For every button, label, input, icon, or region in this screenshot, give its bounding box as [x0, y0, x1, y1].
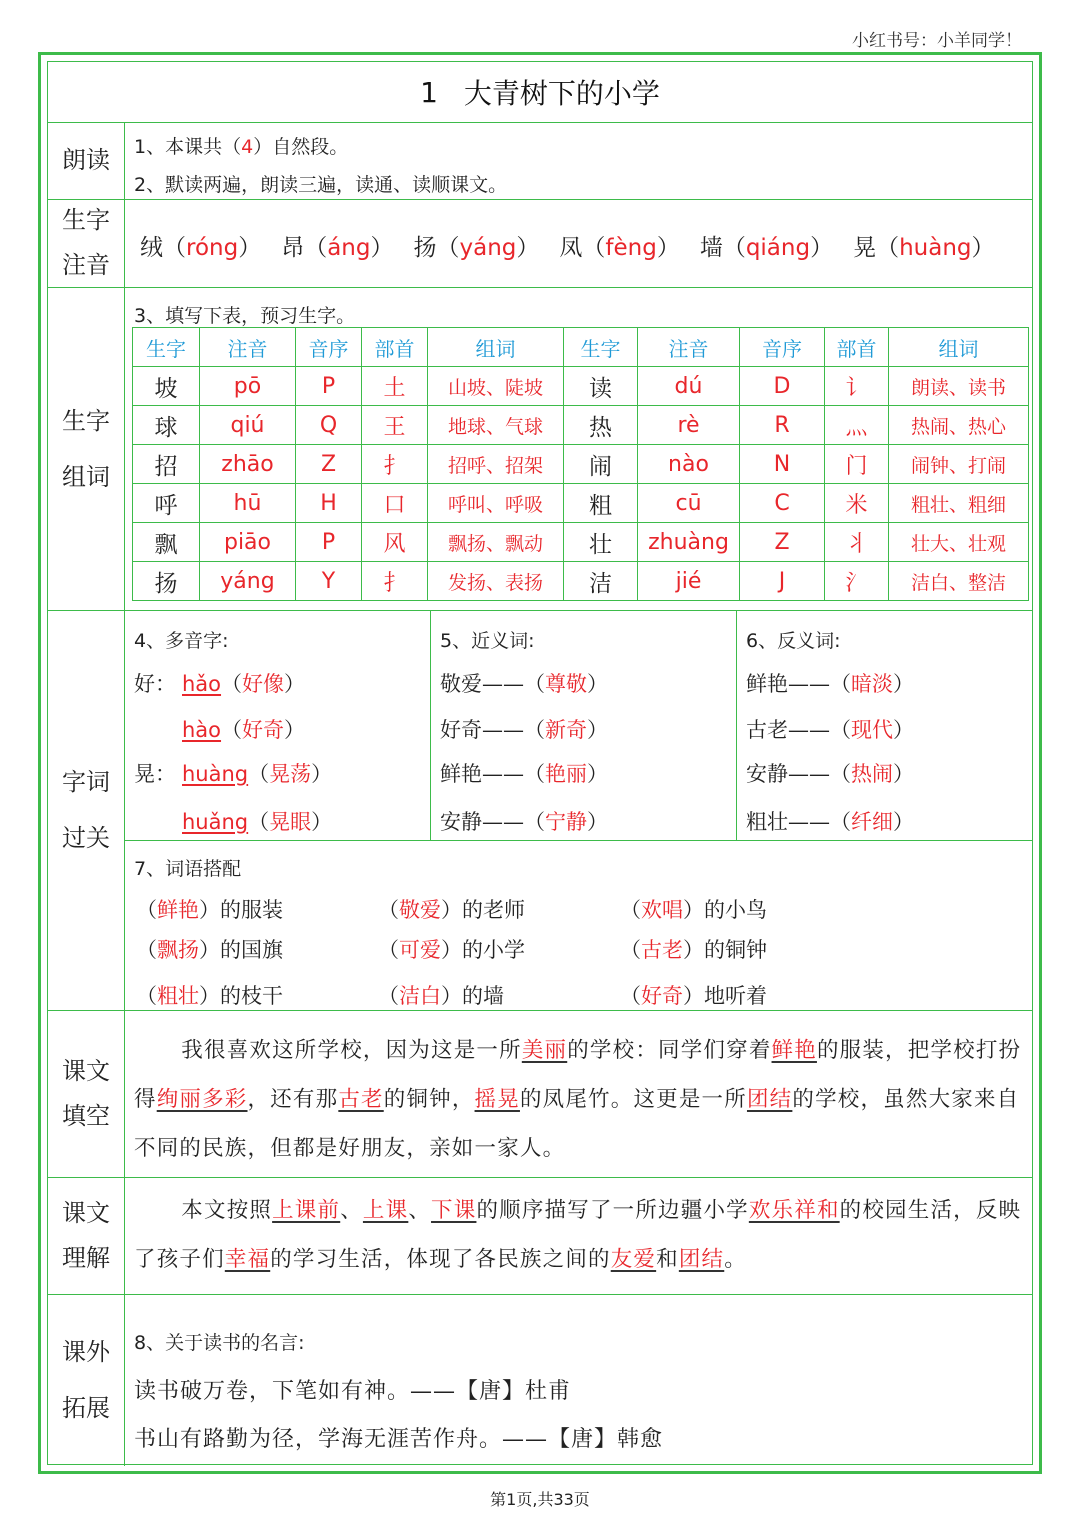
polyphone-pinyin: hǎo — [182, 672, 222, 696]
reading-line-2: 2、默读两遍，朗读三遍，读通、读顺课文。 — [134, 174, 508, 196]
pinyin-item: 晃（huàng） — [853, 235, 995, 261]
polyphone-entry: huǎng（晃眼） — [182, 810, 333, 834]
table-cell: 扬 — [133, 562, 200, 601]
table-cell: C — [740, 484, 825, 523]
antonym-entry-word: 鲜艳——（ — [746, 672, 851, 696]
table-cell: zhuàng — [638, 523, 740, 562]
antonym-entry-word: 粗壮——（ — [746, 810, 851, 834]
pinyin-answer: fèng — [605, 235, 657, 261]
matching-item: （粗壮）的枝干 — [136, 984, 283, 1008]
antonym-entry-word: 古老——（ — [746, 718, 851, 742]
table-cell: H — [296, 484, 362, 523]
polyphone-pinyin: huàng — [182, 762, 249, 786]
table-cell: 口 — [362, 484, 428, 523]
pinyin-list — [140, 229, 1015, 262]
blank-answer: 鲜艳 — [771, 1038, 817, 1063]
table-cell: 读 — [564, 367, 638, 406]
table-cell: 扌 — [362, 445, 428, 484]
synonym-entry-word: 鲜艳——（ — [440, 762, 545, 786]
page-title — [48, 62, 1032, 122]
quote-1: 读书破万卷，下笔如有神。——【唐】杜甫 — [134, 1379, 572, 1404]
blank-answer: 古老 — [338, 1087, 384, 1112]
antonym-entry-answer: 暗淡 — [851, 672, 893, 696]
pinyin-item: 扬（yáng） — [413, 235, 540, 261]
table-cell: 灬 — [825, 406, 889, 445]
table-cell: 发扬、表扬 — [428, 562, 564, 601]
table-cell: 坡 — [133, 367, 200, 406]
matching-item: （鲜艳）的服装 — [136, 898, 283, 922]
antonym-entry: 古老——（现代） — [746, 718, 914, 742]
synonym-entry-word: 好奇——（ — [440, 718, 545, 742]
table-cell: Y — [296, 562, 362, 601]
paragraph-text: 、 — [340, 1198, 363, 1223]
table-row — [133, 562, 1029, 601]
table-cell: 洁白、整洁 — [889, 562, 1029, 601]
pinyin-answer: róng — [186, 235, 239, 261]
table-header: 音序 — [740, 328, 825, 367]
table-cell: nào — [638, 445, 740, 484]
table-cell: P — [296, 367, 362, 406]
matching-text: 的国旗 — [220, 938, 283, 962]
pinyin-answer: huàng — [899, 235, 972, 261]
section-label-words: 字词 过关 — [62, 768, 110, 852]
matching-item: （洁白）的墙 — [378, 984, 504, 1008]
matching-answer: 敬爱 — [399, 898, 441, 922]
table-cell: 朗读、读书 — [889, 367, 1029, 406]
table-cell: zhāo — [200, 445, 296, 484]
section-label-vocab: 生字 组词 — [62, 406, 110, 491]
extra-section — [124, 1294, 1032, 1466]
antonym-entry-answer: 现代 — [851, 718, 893, 742]
blank-answer: 美丽 — [521, 1038, 568, 1063]
antonym-entry-answer: 纤细 — [851, 810, 893, 834]
table-cell: Z — [740, 523, 825, 562]
table-header: 注音 — [638, 328, 740, 367]
table-cell: 山坡、陡坡 — [428, 367, 564, 406]
vocab-table — [132, 327, 1029, 601]
table-cell: 飘扬、飘动 — [428, 523, 564, 562]
paragraph-text: 的校园生活，反映了孩子们 — [134, 1198, 1022, 1272]
synonym-heading: 5、近义词: — [440, 630, 535, 652]
synonym-entry: 安静——（宁静） — [440, 810, 608, 834]
pinyin-char: 凤 — [559, 235, 583, 261]
pinyin-char: 晃 — [853, 235, 877, 261]
matching-answer: 欢唱 — [641, 898, 683, 922]
pinyin-item: 墙（qiáng） — [699, 235, 834, 261]
table-cell: N — [740, 445, 825, 484]
table-cell: rè — [638, 406, 740, 445]
antonym-entry-word: 安静——（ — [746, 762, 851, 786]
synonym-entry-answer: 新奇 — [545, 718, 587, 742]
table-cell: R — [740, 406, 825, 445]
table-cell: hū — [200, 484, 296, 523]
polyphone-char: 晃： — [134, 762, 176, 786]
paragraph-text: 的学校：同学们穿着 — [567, 1038, 772, 1063]
matching-item: （古老）的铜钟 — [620, 938, 767, 962]
table-cell: yáng — [200, 562, 296, 601]
table-cell: 壮 — [564, 523, 638, 562]
table-cell: qiú — [200, 406, 296, 445]
matching-text: 的服装 — [220, 898, 283, 922]
watermark: 小红书号：小羊同学！ — [852, 31, 1022, 51]
paragraph-text: 的凤尾竹。这更是一所 — [519, 1087, 747, 1112]
table-cell: 王 — [362, 406, 428, 445]
table-header: 音序 — [296, 328, 362, 367]
blank-answer: 上课 — [362, 1198, 409, 1223]
table-cell: 壮大、壮观 — [889, 523, 1029, 562]
pinyin-section — [124, 199, 1032, 287]
pinyin-char: 绒 — [140, 235, 163, 261]
vocab-heading: 3、填写下表，预习生字。 — [134, 305, 356, 327]
vocab-section — [124, 287, 1032, 610]
polyphone-word: 好奇 — [242, 718, 285, 742]
blank-answer: 友爱 — [610, 1247, 657, 1272]
table-cell: Z — [296, 445, 362, 484]
blank-answer: 摇晃 — [474, 1087, 520, 1112]
table-header: 注音 — [200, 328, 296, 367]
table-cell: 丬 — [825, 523, 889, 562]
antonym-entry-answer: 热闹 — [851, 762, 893, 786]
matching-answer: 好奇 — [641, 984, 683, 1008]
worksheet-frame — [38, 52, 1042, 1474]
reading-section — [124, 122, 1032, 199]
paragraph-text: 的顺序描写了一所边疆小学 — [476, 1198, 749, 1223]
table-cell: 讠 — [825, 367, 889, 406]
polyphone-entry: hào（好奇） — [182, 718, 306, 742]
matching-text: 的墙 — [462, 984, 504, 1008]
fill-paragraph — [134, 1026, 1034, 1173]
paragraph-text: ，还有那 — [247, 1087, 339, 1112]
table-cell: 土 — [362, 367, 428, 406]
table-cell: 闹 — [564, 445, 638, 484]
synonym-entry-answer: 宁静 — [545, 810, 587, 834]
synonym-entry-answer: 尊敬 — [545, 672, 587, 696]
table-row — [133, 484, 1029, 523]
table-cell: 洁 — [564, 562, 638, 601]
understand-section — [124, 1177, 1032, 1294]
table-cell: jié — [638, 562, 740, 601]
table-cell: 呼 — [133, 484, 200, 523]
table-header: 组词 — [889, 328, 1029, 367]
table-cell: 风 — [362, 523, 428, 562]
synonym-entry-word: 敬爱——（ — [440, 672, 545, 696]
table-cell: 粗 — [564, 484, 638, 523]
matching-item: （好奇）地听着 — [620, 984, 767, 1008]
table-header: 部首 — [825, 328, 889, 367]
antonym-entry: 鲜艳——（暗淡） — [746, 672, 914, 696]
table-cell: Q — [296, 406, 362, 445]
synonym-entry-answer: 艳丽 — [545, 762, 587, 786]
table-header: 组词 — [428, 328, 564, 367]
section-label-fill: 课文 填空 — [62, 1056, 110, 1130]
pinyin-item: 凤（fèng） — [559, 235, 680, 261]
paragraph-text: 的铜钟， — [383, 1087, 475, 1112]
quote-2: 书山有路勤为径，学海无涯苦作舟。——【唐】韩愈 — [134, 1427, 664, 1452]
table-cell: cū — [638, 484, 740, 523]
table-cell: 门 — [825, 445, 889, 484]
section-label-reading: 朗读 — [62, 146, 110, 174]
table-row — [133, 523, 1029, 562]
antonym-heading: 6、反义词: — [746, 630, 841, 652]
pinyin-item: 昂（áng） — [281, 235, 394, 261]
table-header: 部首 — [362, 328, 428, 367]
matching-heading: 7、词语搭配 — [134, 858, 242, 880]
matching-item: （可爱）的小学 — [378, 938, 525, 962]
synonym-block — [430, 610, 736, 840]
antonym-entry: 粗壮——（纤细） — [746, 810, 914, 834]
matching-answer: 鲜艳 — [157, 898, 199, 922]
blank-answer: 绚丽多彩 — [156, 1087, 248, 1112]
pinyin-answer: qiáng — [745, 235, 811, 261]
paragraph-text: 的学习生活，体现了各民族之间的 — [270, 1247, 611, 1272]
matching-text: 地听着 — [704, 984, 767, 1008]
section-label-extra: 课外 拓展 — [62, 1338, 110, 1422]
extra-heading: 8、关于读书的名言: — [134, 1332, 305, 1354]
matching-answer: 洁白 — [399, 984, 441, 1008]
matching-text: 的枝干 — [220, 984, 283, 1008]
synonym-entry: 敬爱——（尊敬） — [440, 672, 608, 696]
table-cell: 飘 — [133, 523, 200, 562]
pinyin-char: 昂 — [281, 235, 305, 261]
table-cell: 招呼、招架 — [428, 445, 564, 484]
table-cell: D — [740, 367, 825, 406]
synonym-entry: 鲜艳——（艳丽） — [440, 762, 608, 786]
paragraph-text: 。 — [724, 1247, 747, 1272]
matching-answer: 粗壮 — [157, 984, 199, 1008]
table-header: 生字 — [564, 328, 638, 367]
table-cell: 闹钟、打闹 — [889, 445, 1029, 484]
polyphone-block — [124, 610, 430, 840]
matching-answer: 古老 — [641, 938, 683, 962]
pinyin-answer: yáng — [459, 235, 517, 261]
synonym-entry: 好奇——（新奇） — [440, 718, 608, 742]
polyphone-entry: 晃： huàng（晃荡） — [134, 758, 332, 788]
section-label-understand: 课文 理解 — [62, 1198, 110, 1272]
paragraph-text: 本文按照 — [181, 1198, 273, 1223]
matching-item: （飘扬）的国旗 — [136, 938, 283, 962]
antonym-entry: 安静——（热闹） — [746, 762, 914, 786]
pinyin-char: 扬 — [413, 235, 437, 261]
table-cell: J — [740, 562, 825, 601]
paragraph-text: 、 — [408, 1198, 432, 1223]
synonym-entry-word: 安静——（ — [440, 810, 545, 834]
table-header: 生字 — [133, 328, 200, 367]
lesson-title: 大青树下的小学 — [463, 77, 660, 110]
table-cell: 热闹、热心 — [889, 406, 1029, 445]
table-cell: piāo — [200, 523, 296, 562]
fill-section — [124, 1010, 1032, 1177]
paragraph-text: 我很喜欢这所学校，因为这是一所 — [181, 1038, 522, 1063]
table-cell: 粗壮、粗细 — [889, 484, 1029, 523]
understand-paragraph — [134, 1186, 1034, 1284]
paragraph-text: 的学校，虽然大家来自不同的民族，但都是好朋友，亲如一家人。 — [134, 1087, 1020, 1161]
table-cell: 热 — [564, 406, 638, 445]
blank-answer: 团结 — [678, 1247, 725, 1272]
table-row — [133, 367, 1029, 406]
matching-text: 的小学 — [462, 938, 525, 962]
pinyin-item: 绒（róng） — [140, 235, 262, 261]
matching-answer: 可爱 — [399, 938, 441, 962]
blank-answer: 团结 — [746, 1087, 793, 1112]
polyphone-pinyin: huǎng — [182, 810, 249, 834]
matching-text: 的小鸟 — [704, 898, 767, 922]
section-label-pinyin: 生字 注音 — [62, 206, 110, 279]
pinyin-answer: áng — [327, 235, 371, 261]
table-cell: 扌 — [362, 562, 428, 601]
matching-answer: 飘扬 — [157, 938, 199, 962]
lesson-number: 1 — [420, 75, 438, 109]
table-cell: pō — [200, 367, 296, 406]
polyphone-pinyin: hào — [182, 718, 222, 742]
page-footer: 第1页,共33页 — [490, 1490, 590, 1509]
blank-answer: 上课前 — [272, 1198, 341, 1223]
paragraph-text: 的服装，把学校打扮得 — [134, 1038, 1022, 1112]
polyphone-heading: 4、多音字: — [134, 630, 229, 652]
table-row — [133, 445, 1029, 484]
polyphone-char: 好： — [134, 672, 176, 696]
reading-line-1: 1、本课共（4）自然段。 — [134, 136, 349, 158]
polyphone-word: 好像 — [242, 672, 285, 696]
polyphone-word: 晃荡 — [269, 762, 312, 786]
table-cell: 氵 — [825, 562, 889, 601]
polyphone-word: 晃眼 — [269, 810, 312, 834]
matching-text: 的铜钟 — [704, 938, 767, 962]
polyphone-entry: 好： hǎo（好像） — [134, 668, 305, 698]
matching-item: （敬爱）的老师 — [378, 898, 525, 922]
matching-item: （欢唱）的小鸟 — [620, 898, 767, 922]
words-section — [124, 610, 1032, 1010]
table-cell: 米 — [825, 484, 889, 523]
matching-text: 的老师 — [462, 898, 525, 922]
antonym-block — [736, 610, 1034, 840]
table-cell: 呼叫、呼吸 — [428, 484, 564, 523]
worksheet-inner — [47, 61, 1033, 1465]
blank-answer: 下课 — [431, 1198, 477, 1223]
table-cell: 招 — [133, 445, 200, 484]
blank-answer: 欢乐祥和 — [748, 1198, 840, 1223]
table-cell: dú — [638, 367, 740, 406]
paragraph-text: 和 — [656, 1247, 679, 1272]
table-cell: P — [296, 523, 362, 562]
pinyin-char: 墙 — [699, 235, 723, 261]
blank-answer: 幸福 — [224, 1247, 271, 1272]
table-cell: 球 — [133, 406, 200, 445]
table-row — [133, 406, 1029, 445]
table-cell: 地球、气球 — [428, 406, 564, 445]
